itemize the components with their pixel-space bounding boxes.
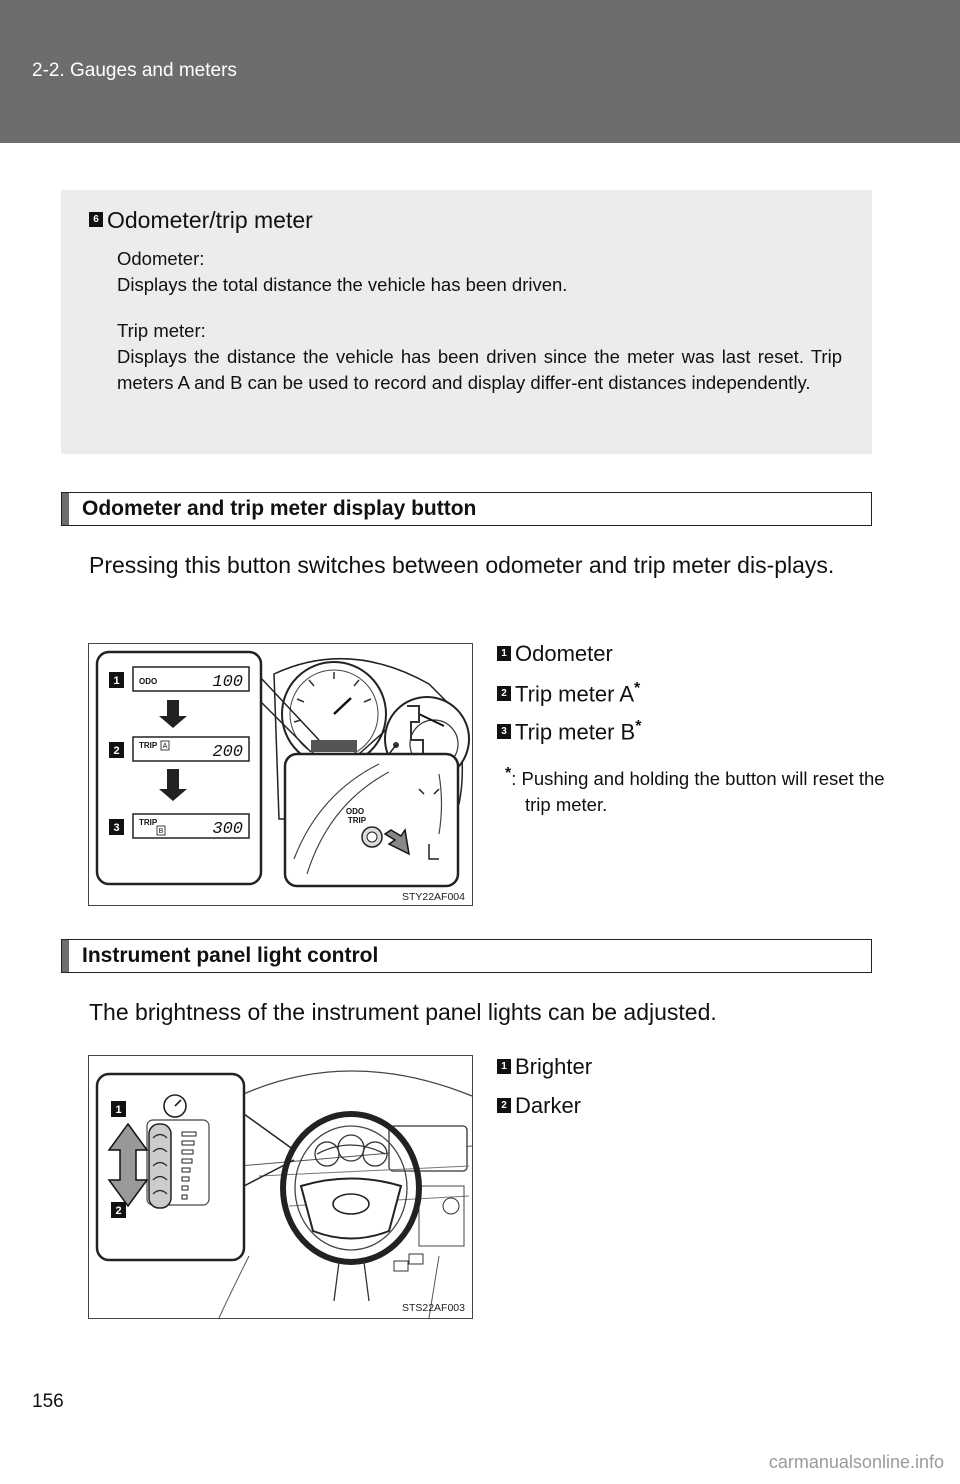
figure-badge-1: 1 [115, 1104, 122, 1116]
section-body: The brightness of the instrument panel lights can be adjusted. [89, 999, 717, 1025]
button-label-bottom: TRIP [347, 816, 367, 825]
caption-label: Darker [515, 1093, 582, 1118]
section-heading [61, 939, 872, 973]
figure-badge-1: 1 [113, 675, 120, 687]
info-box-title [89, 207, 313, 234]
page-header [0, 0, 960, 143]
heading-text: Odometer and trip meter display button [82, 497, 477, 520]
caption-badge: 1 [497, 646, 511, 661]
caption-badge: 3 [497, 724, 511, 739]
odo-value: 100 [212, 673, 243, 692]
item-badge: 6 [89, 212, 103, 227]
tripa-label: TRIP [139, 741, 158, 750]
trip-text: Displays the distance the vehicle has been driven since the meter was last reset. Trip meters A and B can be used to record and display differ-ent distances independently. [117, 346, 842, 393]
tripb-value: 300 [212, 820, 243, 839]
figure-badge-3: 3 [113, 822, 120, 834]
heading-bar [62, 940, 69, 972]
caption-trip-b [497, 718, 641, 745]
info-box [61, 190, 872, 454]
button-label-top: ODO [345, 807, 365, 816]
section-heading [61, 492, 872, 526]
caption-label: Trip meter B [515, 719, 636, 745]
odometer-figure [88, 643, 473, 906]
caption-trip-a [497, 680, 640, 707]
info-title-text: Odometer/trip meter [107, 207, 313, 233]
caption-mark: * [634, 680, 641, 697]
figure-badge-2: 2 [115, 1205, 122, 1217]
light-control-figure [88, 1055, 473, 1319]
footnote [497, 761, 905, 818]
steering-illustration [89, 1056, 472, 1318]
tripb-label: TRIP [139, 818, 158, 827]
page-number: 156 [32, 1391, 64, 1412]
footnote-mark: * [505, 765, 512, 782]
heading-text: Instrument panel light control [82, 944, 379, 967]
section-title: 2-2. Gauges and meters [32, 60, 237, 81]
heading-bar [62, 493, 69, 525]
tripa-value: 200 [212, 743, 243, 762]
tripb-letter: B [158, 828, 164, 835]
odometer-label: Odometer: [117, 248, 205, 269]
section-body: Pressing this button switches between odometer and trip meter dis-plays. [89, 552, 835, 578]
trip-label: Trip meter: [117, 320, 206, 341]
odo-label: ODO [139, 677, 158, 686]
caption-label: Odometer [515, 641, 613, 666]
caption-mark: * [635, 718, 642, 735]
caption-label: Trip meter A [515, 681, 634, 707]
caption-brighter [497, 1054, 592, 1080]
odometer-text: Displays the total distance the vehicle has been driven. [117, 274, 568, 295]
caption-badge: 1 [497, 1059, 511, 1074]
tripa-letter: A [162, 743, 168, 750]
caption-darker [497, 1093, 581, 1119]
figure-badge-2: 2 [113, 745, 120, 757]
odometer-illustration [89, 644, 472, 905]
caption-badge: 2 [497, 1098, 511, 1113]
watermark[interactable]: carmanualsonline.info [768, 1452, 944, 1472]
figure-code: STY22AF004 [401, 891, 465, 903]
figure-code: STS22AF003 [401, 1302, 465, 1314]
caption-label: Brighter [515, 1054, 593, 1079]
caption-odometer [497, 641, 613, 667]
footnote-text: : Pushing and holding the button will reset the trip meter. [511, 768, 885, 816]
caption-badge: 2 [497, 686, 511, 701]
